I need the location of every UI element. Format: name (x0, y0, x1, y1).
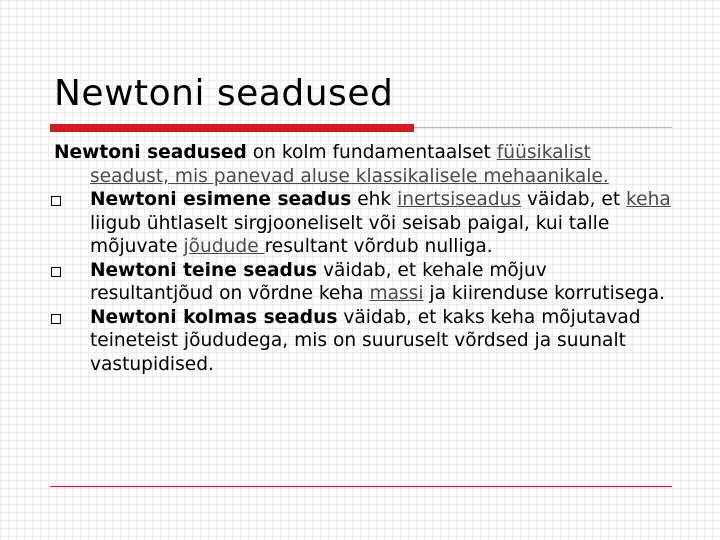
second-law-text: väidab, et kehale mõjuv resultantjõud on võrdne keha (90, 259, 547, 304)
square-bullet-icon (51, 267, 61, 277)
footer-divider (50, 486, 672, 487)
slide-body (54, 141, 674, 376)
first-law-text: resultant võrdub nulliga. (264, 236, 493, 257)
intro-text: on kolm fundamentaalset (246, 142, 497, 163)
third-law-title: Newtoni kolmas seadus (90, 306, 338, 328)
link-joudude[interactable]: jõudude (183, 236, 265, 257)
slide-title: Newtoni seadused (54, 73, 394, 114)
second-law-text: ja kiirenduse korrutisega. (423, 283, 665, 304)
bullet-item-third-law (54, 306, 674, 377)
link-fuusikalist-seadust[interactable]: füüsikalist seadust, mis panevad aluse klassikalisele mehaanikale. (90, 142, 609, 187)
square-bullet-icon (51, 196, 61, 206)
title-underline-accent (50, 124, 414, 132)
intro-paragraph (54, 141, 674, 188)
second-law-title: Newtoni teine seadus (90, 259, 318, 281)
title-underline-rule (414, 127, 672, 128)
first-law-text: väidab, et (521, 189, 627, 210)
intro-bold: Newtoni seadused (54, 142, 247, 163)
first-law-text: ehk (351, 189, 398, 210)
square-bullet-icon (51, 314, 61, 324)
first-law-title: Newtoni esimene seadus (90, 189, 352, 210)
link-massi[interactable]: massi (369, 283, 424, 304)
link-keha[interactable]: keha (626, 189, 671, 210)
bullet-item-second-law (54, 259, 674, 306)
first-law-text: liigub ühtlaselt sirgjooneliselt või seisab paigal, kui talle mõjuvate (90, 212, 610, 257)
third-law-text: väidab, et kaks keha mõjutavad teineteist jõududega, mis on suuruselt võrdsed ja suunalt vastupidised. (90, 306, 641, 375)
bullet-item-first-law (54, 188, 674, 259)
link-inertsiseadus[interactable]: inertsiseadus (397, 189, 522, 210)
